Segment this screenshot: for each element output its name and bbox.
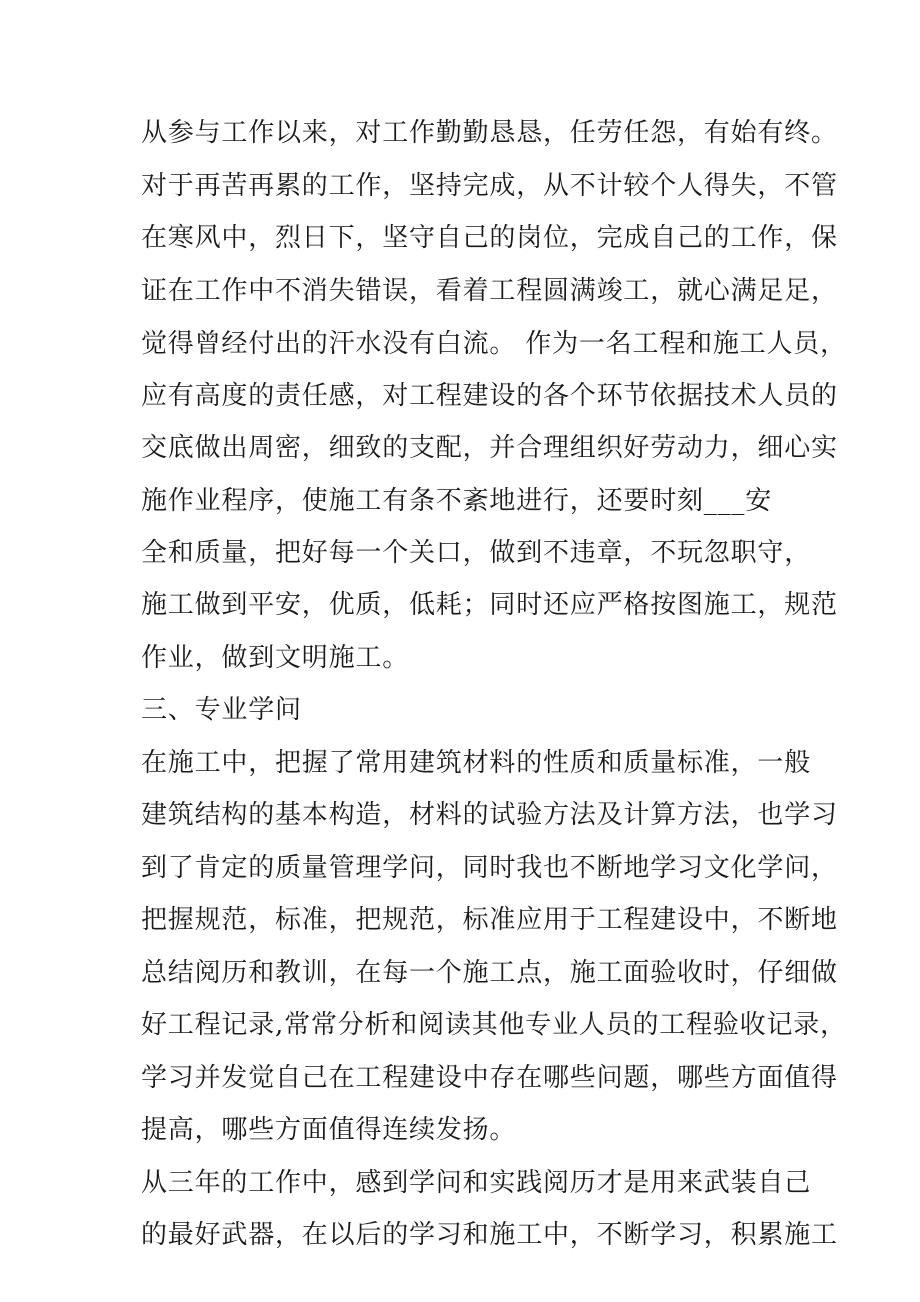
text-line: 证在工作中不消失错误，看着工程圆满竣工，就心满足足， (141, 276, 838, 306)
text-line: 从三年的工作中，感到学问和实践阅历才是用来武装自己 (141, 1168, 812, 1198)
text-line: 施作业程序，使施工有条不紊地进行，还要时刻___安 (141, 486, 773, 516)
text-line: 建筑结构的基本构造，材料的试验方法及计算方法，也学习 (141, 800, 838, 830)
text-line: 应有高度的责任感，对工程建设的各个环节依据技术人员的 (141, 381, 838, 411)
text-line: 对于再苦再累的工作，坚持完成，从不计较个人得失，不管 (141, 171, 838, 201)
text-line: 提高，哪些方面值得连续发扬。 (141, 1115, 517, 1145)
text-line: 觉得曾经付出的汗水没有白流。 作为一名工程和施工人员， (141, 329, 847, 359)
text-line: 作业，做到文明施工。 (141, 643, 410, 673)
text-line: 在寒风中，烈日下，坚守自己的岗位，完成自己的工作，保 (141, 223, 838, 253)
text-line: 到了肯定的质量管理学问，同时我也不断地学习文化学问， (141, 853, 838, 883)
text-line: 在施工中，把握了常用建筑材料的性质和质量标准，一般 (141, 748, 812, 778)
text-line: 总结阅历和教训，在每一个施工点，施工面验收时，仔细做 (141, 958, 838, 988)
text-line: 交底做出周密，细致的支配，并合理组织好劳动力，细心实 (141, 433, 838, 463)
section-heading: 三、专业学问 (141, 695, 302, 725)
text-line: 全和质量，把好每一个关口，做到不违章，不玩忽职守， (141, 538, 812, 568)
text-line: 好工程记录,常常分析和阅读其他专业人员的工程验收记录， (141, 1010, 847, 1040)
text-line: 施工做到平安，优质，低耗；同时还应严格按图施工，规范 (141, 590, 838, 620)
text-line: 把握规范，标准，把规范，标准应用于工程建设中，不断地 (141, 905, 838, 935)
text-line: 从参与工作以来，对工作勤勤恳恳，任劳任怨，有始有终。 (141, 118, 838, 148)
text-line: 学习并发觉自己在工程建设中存在哪些问题，哪些方面值得 (141, 1063, 838, 1093)
text-line: 的最好武器，在以后的学习和施工中，不断学习，积累施工 (141, 1220, 838, 1250)
